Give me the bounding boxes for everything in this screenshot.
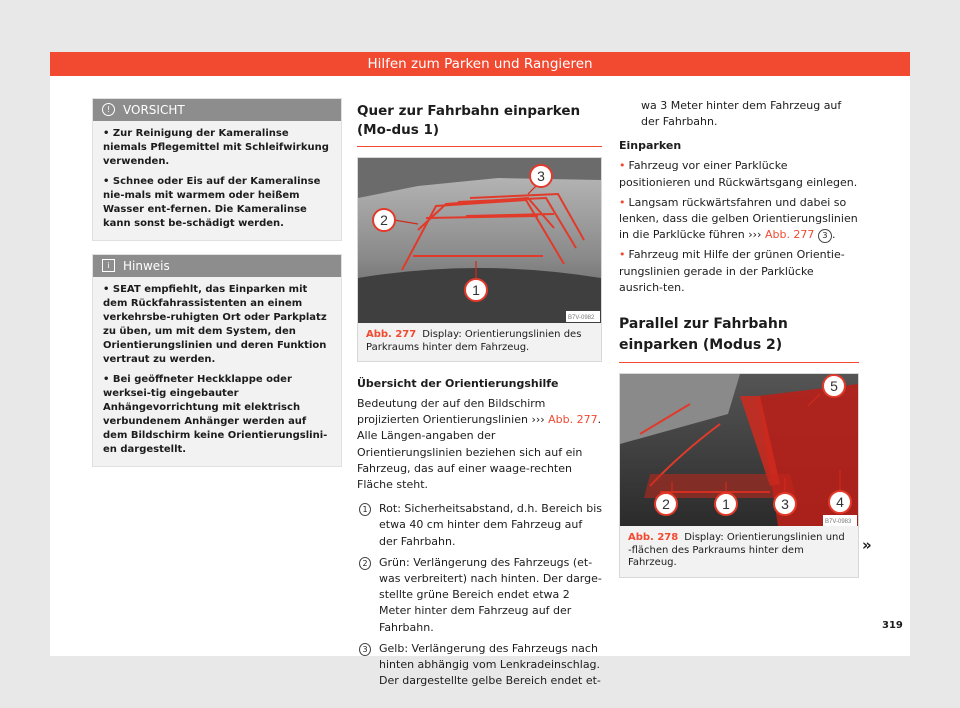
caution-item: • Schnee oder Eis auf der Kameralinse nie-mals mit warmem oder heißem Wasser ent-fernen. Die Kameralinse kann sonst be-schädigt werden. [103,176,321,229]
section-title-2: Parallel zur Fahrbahn einparken (Modus 2) [619,314,859,363]
svg-text:2: 2 [380,212,388,228]
callout-5 [823,375,845,397]
rear-camera-display-image [358,158,601,323]
parallel-parking-display-image [620,374,858,526]
section-title: Quer zur Fahrbahn einparken (Mo-dus 1) [357,102,602,147]
note-header [93,255,341,277]
figure-caption: Abb. 278 Display: Orientierungslinien und -flächen des Parkraums hinter dem Fahrzeug. [628,532,845,569]
callout-4 [829,491,851,513]
overview-paragraph: Bedeutung der auf den Bildschirm projizierten Orientierungslinien ››› Abb. 277. Alle Längen-angaben der Orientierungslinien beziehen sich auf ein Fahrzeug, das auf einer waage-rechten Fläche steht. [357,397,602,492]
figure-link[interactable]: Abb. 277 [764,228,815,242]
caution-item: • Zur Reinigung der Kameralinse niemals Pflegemittel mit Schleifwirkung verwenden. [103,128,329,167]
figure-number: Abb. 278 [628,532,679,544]
note-item: • SEAT empfiehlt, das Einparken mit dem Rückfahrassistenten an einem verkehrsbe-ruhigten Ort oder Parkplatz zu üben, um mit dem System, den Orientierungslinien und deren Funktion vertraut zu werden. [103,284,327,365]
bullet-icon: • [619,159,626,173]
bullet-icon: • [103,374,110,385]
svg-text:4: 4 [836,494,844,511]
caution-body [93,121,341,240]
callout-3 [530,165,552,187]
bullet-icon: • [103,176,110,187]
bullet-icon: • [103,128,110,139]
bullet-icon: • [619,195,626,209]
step-2: • Langsam rückwärtsfahren und dabei so lenken, dass die gelben Orientierungslinien in die Parklücke führen ››› Abb. 277 3 . [619,195,858,242]
svg-text:2: 2 [662,496,670,513]
legend-item-2: 2 Grün: Verlängerung des Fahrzeugs (et-was verbreitert) nach hinten. Der darge-stellte grüne Bereich endet etwa 2 Meter hinter dem Fahrzeug auf der Fahrbahn. [357,555,602,636]
left-column [92,98,342,467]
svg-text:3: 3 [781,496,789,513]
callout-1 [465,279,487,301]
figure-277 [357,157,602,362]
bullet-icon: • [619,248,626,262]
continued-text: wa 3 Meter hinter dem Fahrzeug auf der Fahrbahn. [641,99,842,129]
note-item: • Bei geöffneter Heckklappe oder werksei-tig eingebauter Anhängevorrichtung mit elektrisch verbundenem Anhänger werden auf dem Bildschirm keine Orientierungslini-en dargestellt. [103,374,328,455]
callout-3 [774,493,796,515]
note-title: Hinweis [123,259,170,273]
page-number: 319 [882,620,903,631]
continued-arrow: » [862,536,872,554]
parking-heading: Einparken [619,139,682,153]
caution-box [92,98,342,241]
note-body [93,277,341,466]
bullet-icon: • [103,284,110,295]
figure-caption: Abb. 277 Display: Orientierungslinien des Parkraums hinter dem Fahrzeug. [366,329,582,353]
callout-2 [373,209,395,231]
right-column [619,98,859,578]
svg-text:1: 1 [722,496,730,513]
legend-item-1: 1 Rot: Sicherheitsabstand, d.h. Bereich bis etwa 40 cm hinter dem Fahrzeug auf der Fahrbahn. [357,501,602,550]
caution-title: VORSICHT [123,103,185,117]
step-1: • Fahrzeug vor einer Parklücke positionieren und Rückwärtsgang einlegen. [619,159,858,189]
legend-item-3: 3 Gelb: Verlängerung des Fahrzeugs nach hinten abhängig vom Lenkradeinschlag. Der dargestellte gelbe Bereich endet et- [357,641,602,690]
figure-link[interactable]: Abb. 277 [548,413,598,427]
callout-2 [655,493,677,515]
middle-column [357,98,602,694]
overview-heading: Übersicht der Orientierungshilfe [357,377,559,390]
svg-text:1: 1 [472,282,480,298]
page-header: Hilfen zum Parken und Rangieren [50,52,910,76]
svg-text:5: 5 [830,378,838,395]
note-box [92,254,342,467]
figure-code: B7V-0982 [568,315,595,321]
info-icon: i [102,259,115,272]
svg-text:3: 3 [537,168,545,184]
step-3: • Fahrzeug mit Hilfe der grünen Orientie-rungslinien gerade in der Parklücke ausrich-ten. [619,248,845,294]
callout-1 [715,493,737,515]
figure-number: Abb. 277 [366,329,417,340]
figure-code: B7V-0983 [825,519,852,526]
warning-icon: ! [102,103,115,116]
caution-header [93,99,341,121]
figure-278 [619,373,859,578]
